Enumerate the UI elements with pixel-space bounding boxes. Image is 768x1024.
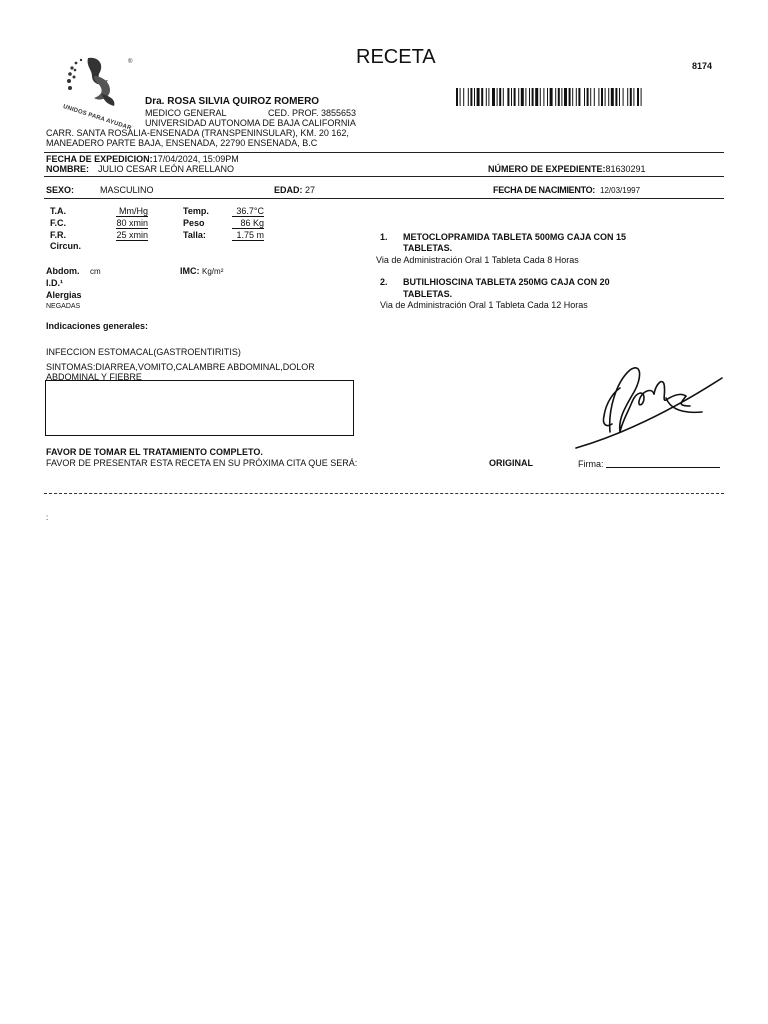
- folio-number: 8174: [692, 61, 713, 71]
- diagnosis-text: INFECCION ESTOMACAL(GASTROENTIRITIS): [46, 347, 241, 357]
- medication-name-line2: TABLETAS.: [403, 289, 453, 299]
- talla-value: 1.75 m: [232, 230, 264, 241]
- expediente-value: 81630291: [605, 164, 646, 174]
- indicaciones-label: Indicaciones generales:: [46, 321, 149, 331]
- temp-label: Temp.: [183, 206, 209, 216]
- patient-divider: [44, 176, 724, 177]
- logo-text: UNIDOS PARA AYUDAR: [62, 104, 133, 132]
- doctor-cedula: CED. PROF. 3855653: [268, 108, 357, 118]
- medication-instructions: Via de Administración Oral 1 Tableta Cada 8 Horas: [376, 255, 579, 265]
- address-line-2: MANEADERO PARTE BAJA, ENSENADA, 22790 ENSENADA, B.C: [46, 138, 318, 148]
- nombre-label: NOMBRE:: [46, 164, 89, 174]
- barcode: [456, 88, 724, 106]
- stub-mark: :: [46, 513, 49, 522]
- symptoms-line-2: ABDOMINAL Y FIEBRE: [46, 372, 142, 380]
- edad-value: 27: [305, 185, 316, 195]
- fecha-expedicion-label: FECHA DE EXPEDICION:: [46, 154, 153, 164]
- document-title: RECETA: [356, 46, 436, 68]
- id-label: I.D.¹: [46, 278, 63, 288]
- address-line-1: CARR. SANTA ROSALIA-ENSENADA (TRANSPENINSULAR), KM. 20 162,: [46, 128, 349, 138]
- nombre-value: JULIO CESAR LEÓN ARELLANO: [98, 164, 235, 174]
- talla-label: Talla:: [183, 230, 206, 240]
- symptoms-line-1: SINTOMAS:DIARREA,VOMITO,CALAMBRE ABDOMINAL,DOLOR: [46, 362, 315, 372]
- cut-line: [44, 493, 724, 494]
- imc-unit: Kg/m²: [202, 267, 224, 276]
- favor-tomar: FAVOR DE TOMAR EL TRATAMIENTO COMPLETO.: [46, 447, 263, 457]
- ta-value: Mm/Hg: [116, 206, 148, 217]
- edad-label: EDAD:: [274, 185, 303, 195]
- abdom-label: Abdom.: [46, 266, 80, 276]
- expediente-label: NÚMERO DE EXPEDIENTE:: [488, 164, 606, 174]
- medication-name-line1: BUTILHIOSCINA TABLETA 250MG CAJA CON 20: [403, 277, 610, 287]
- firma-label: Firma:: [578, 459, 604, 469]
- medication-number: 2.: [380, 277, 388, 287]
- medication-name-line2: TABLETAS.: [403, 243, 453, 253]
- nacimiento-label: FECHA DE NACIMIENTO:: [493, 185, 596, 195]
- alergias-label: Alergias: [46, 290, 82, 300]
- ta-label: T.A.: [50, 206, 67, 216]
- fr-label: F.R.: [50, 230, 67, 240]
- fc-label: F.C.: [50, 218, 67, 228]
- medication-number: 1.: [380, 232, 388, 242]
- doctor-name: Dra. ROSA SILVIA QUIROZ ROMERO: [145, 96, 320, 107]
- fecha-expedicion: [46, 154, 239, 164]
- imc-label: IMC:: [180, 266, 200, 276]
- sexo-divider: [44, 198, 724, 199]
- doctor-specialty: MEDICO GENERAL: [145, 108, 227, 118]
- medication-name-line1: METOCLOPRAMIDA TABLETA 500MG CAJA CON 15: [403, 232, 627, 242]
- favor-presentar: FAVOR DE PRESENTAR ESTA RECETA EN SU PRÓXIMA CITA QUE SERÁ:: [46, 458, 358, 468]
- firma-line: [606, 467, 720, 468]
- abdom-unit: cm: [90, 267, 101, 276]
- clinic-logo: [58, 54, 136, 132]
- peso-value: 86 Kg: [232, 218, 264, 229]
- peso-label: Peso: [183, 218, 205, 228]
- imc: [180, 266, 223, 276]
- fecha-nacimiento: [493, 185, 640, 195]
- svg-text:®: ®: [128, 59, 133, 65]
- fecha-expedicion-value: 17/04/2024, 15:09PM: [152, 154, 239, 164]
- alergias-value: NEGADAS: [46, 303, 81, 310]
- doctor-university: UNIVERSIDAD AUTONOMA DE BAJA CALIFORNIA: [145, 118, 356, 128]
- sexo-label: SEXO:: [46, 185, 75, 195]
- medication-instructions: Via de Administración Oral 1 Tableta Cada 12 Horas: [380, 300, 588, 310]
- expediente: [488, 164, 646, 174]
- nacimiento-value: 12/03/1997: [600, 186, 641, 195]
- sexo-value: MASCULINO: [100, 185, 154, 195]
- fc-value: 80 xmin: [116, 218, 148, 228]
- circun-label: Circun.: [50, 241, 82, 251]
- temp-value: 36.7°C: [232, 206, 264, 217]
- header-divider: [44, 152, 724, 153]
- signature-image: [570, 362, 730, 452]
- original-label: ORIGINAL: [489, 458, 533, 468]
- notes-box: [45, 380, 354, 436]
- fr-value: 25 xmin: [116, 230, 148, 240]
